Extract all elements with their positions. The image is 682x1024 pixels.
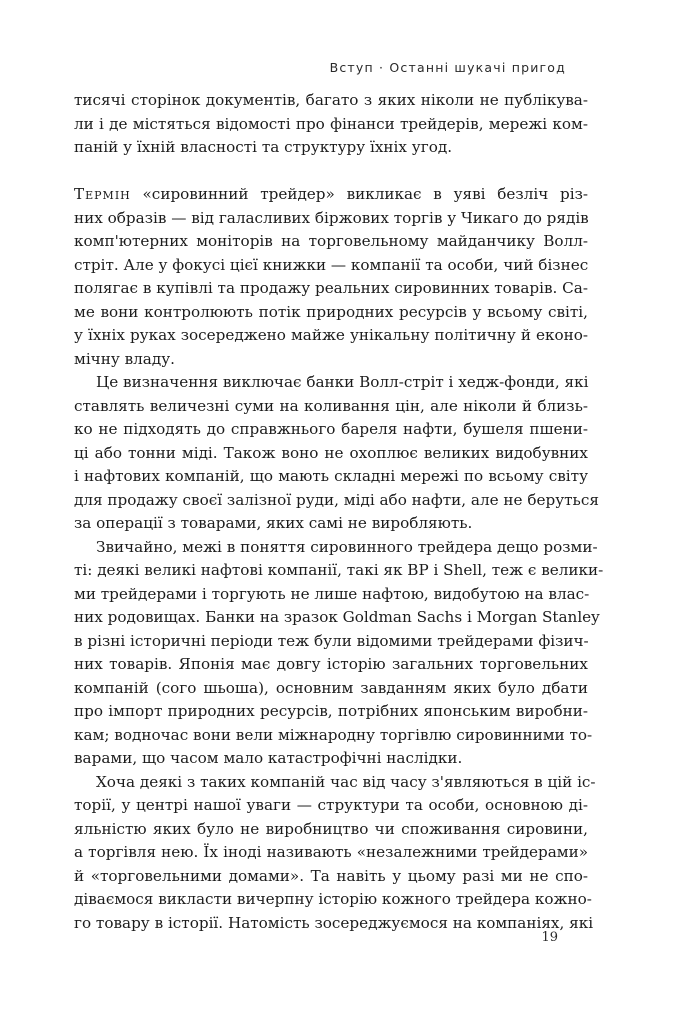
text-line: й «торговельними домами». Та навіть у цьому разі ми не спо- bbox=[74, 866, 588, 885]
text-line: ко не підходять до справжнього бареля нафти, бушеля пшени- bbox=[74, 420, 588, 438]
text-line: компаній (сого шьоша), основним завданням яких було дбати bbox=[74, 678, 588, 697]
text-line: стріт. Але у фокусі цієї книжки — компанії та особи, чий бізнес bbox=[74, 255, 589, 274]
section-lead-word: Термін bbox=[74, 185, 131, 203]
text-line: для продажу своєї залізної руди, міді або нафти, але не беруться bbox=[74, 490, 599, 509]
text-line: яльністю яких було не виробництво чи споживання сировини, bbox=[74, 819, 588, 838]
text-line: ці або тонни міді. Також воно не охоплює великих видобувних bbox=[74, 443, 588, 462]
text-line: кам; водночас вони вели міжнародну торгівлю сировинними то- bbox=[74, 725, 593, 744]
text-line: них родовищах. Банки на зразок Goldman Sachs і Morgan Stanley bbox=[74, 608, 600, 626]
text-line: ті: деякі великі нафтові компанії, такі як BP і Shell, теж є велики- bbox=[74, 561, 604, 579]
text-line: про імпорт природних ресурсів, потрібних японським виробни- bbox=[74, 702, 588, 720]
text-line: полягає в купівлі та продажу реальних сировинних товарів. Са- bbox=[74, 279, 588, 297]
text-line: го товару в історії. Натомість зосереджуємося на компаніях, які bbox=[74, 913, 594, 932]
text-line-first bbox=[74, 183, 588, 207]
text-line: Хоча деякі з таких компаній час від часу з'являються в цій іс- bbox=[96, 772, 596, 791]
text-line: в різні історичні періоди теж були відомими трейдерами фізич- bbox=[74, 631, 589, 650]
text-line: діваємося викласти вичерпну історію кожного трейдера кожно- bbox=[74, 890, 592, 908]
text-line-rest: «сировинний трейдер» викликає в уяві безліч різ- bbox=[130, 185, 588, 203]
paragraph-continuation bbox=[74, 89, 588, 160]
text-line: них товарів. Японія має довгу історію загальних торговельних bbox=[74, 655, 588, 673]
text-line: ме вони контролюють потік природних ресурсів у всьому світі, bbox=[74, 302, 588, 321]
text-line: і нафтових компаній, що мають складні мережі по всьому світу bbox=[74, 467, 588, 485]
text-line: у їхніх руках зосереджено майже унікальну політичну й еконо- bbox=[74, 326, 588, 344]
text-line: тисячі сторінок документів, багато з яких ніколи не публікува- bbox=[74, 91, 588, 109]
text-line: Це визначення виключає банки Волл-стріт і хедж-фонди, які bbox=[96, 373, 589, 391]
text-line: мічну владу. bbox=[74, 349, 175, 368]
text-line: комп'ютерних моніторів на торговельному майданчику Волл- bbox=[74, 232, 588, 250]
page-number: 19 bbox=[541, 930, 558, 945]
text-line: ставлять величезні суми на коливання цін, але ніколи й близь- bbox=[74, 396, 588, 415]
text-line: ми трейдерами і торгують не лише нафтою, видобутою на влас- bbox=[74, 584, 590, 603]
text-line: а торгівля нею. Їх іноді називають «незалежними трейдерами» bbox=[74, 843, 588, 861]
running-head: Вступ · Останні шукачі пригод bbox=[329, 60, 566, 75]
text-line: паній у їхній власності та структуру їхніх угод. bbox=[74, 138, 453, 156]
text-line: варами, що часом мало катастрофічні наслідки. bbox=[74, 749, 463, 767]
body-text bbox=[74, 183, 604, 935]
text-line: ли і де містяться відомості про фінанси трейдерів, мережі ком- bbox=[74, 114, 588, 133]
text-line: Звичайно, межі в поняття сировинного трейдера дещо розми- bbox=[96, 537, 598, 556]
text-line: торії, у центрі нашої уваги — структури та особи, основною ді- bbox=[74, 796, 588, 814]
text-line: за операції з товарами, яких самі не виробляють. bbox=[74, 514, 473, 532]
text-line: них образів — від галасливих біржових торгів у Чикаго до рядів bbox=[74, 208, 589, 227]
